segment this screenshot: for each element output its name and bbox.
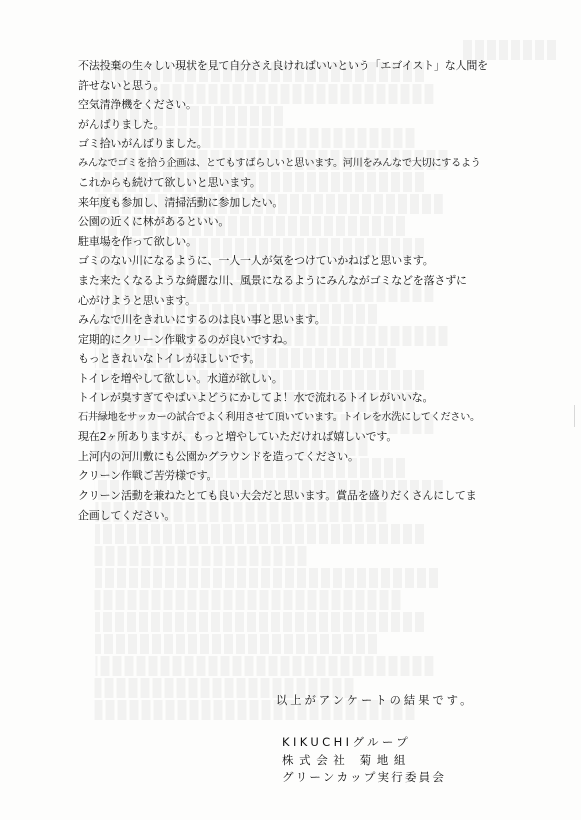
comment-line: 上河内の河川敷にも公園かグラウンドを造ってください。 [78,449,359,463]
comment-line: 空気清浄機をください。 [78,98,197,112]
comment-line: 駐車場を作って欲しい。 [78,234,197,248]
comment-line: 定期的にクリーン作戦するのが良いですね。 [78,332,294,346]
page-edge-mark [574,405,575,427]
comment-line: トイレが臭すぎてやばいよどうにかしてよ！水で流れるトイレがいいな。 [78,391,434,405]
company-name: 株式会社 菊地組 [282,752,411,767]
comment-line: 現在2ヶ所ありますが、もっと増やしていただければ嬉しいです。 [78,430,398,444]
comment-line: これからも続けて欲しいと思います。 [78,176,261,190]
comment-line: また来たくなるような綺麗な川、風景になるようにみんながゴミなどを落さずに [78,274,467,288]
comment-line: トイレを増やして欲しい。水道が欲しい。 [78,371,283,385]
comment-line: 許せないと思う。 [78,78,165,92]
comment-line: がんばりました。 [78,117,165,131]
comment-line: もっときれいなトイレがほしいです。 [78,352,261,366]
comment-line: ゴミのない川になるように、一人一人が気をつけていかねばと思います。 [78,254,434,268]
comment-line: 公園の近くに林があるといい。 [78,215,230,229]
signature-block [282,734,512,787]
summary-statement: 以上がアンケートの結果です。 [276,694,475,707]
comment-line: 企画してください。 [78,508,176,522]
comment-line: ゴミ拾いがんばりました。 [78,137,208,151]
comment-line: 石井緑地をサッカーの試合でよく利用させて頂いています。トイレを水洗にしてください。 [78,411,480,423]
survey-comments [78,56,518,525]
comment-line: クリーン活動を兼ねたとても良い大会だと思います。賞品を盛りだくさんにしてま [78,489,477,503]
comment-line: 不法投棄の生々しい現状を見て自分さえ良ければいいという「エゴイスト」な人間を [78,59,488,72]
comment-line: 来年度も参加し、清掃活動に参加したい。 [78,195,284,209]
comment-line: みんなでゴミを拾う企画は、とてもすばらしいと思います。河川をみんなで大切にするよう [78,157,481,169]
comment-line: クリーン作戦ご苦労様です。 [78,469,218,483]
comment-line: 心がけようと思います。 [78,293,196,307]
committee-name: グリーンカップ実行委員会 [282,770,447,784]
group-name: KIKUCHIグループ [282,735,412,749]
comment-line: みんなで川をきれいにするのは良い事と思います。 [78,313,326,327]
